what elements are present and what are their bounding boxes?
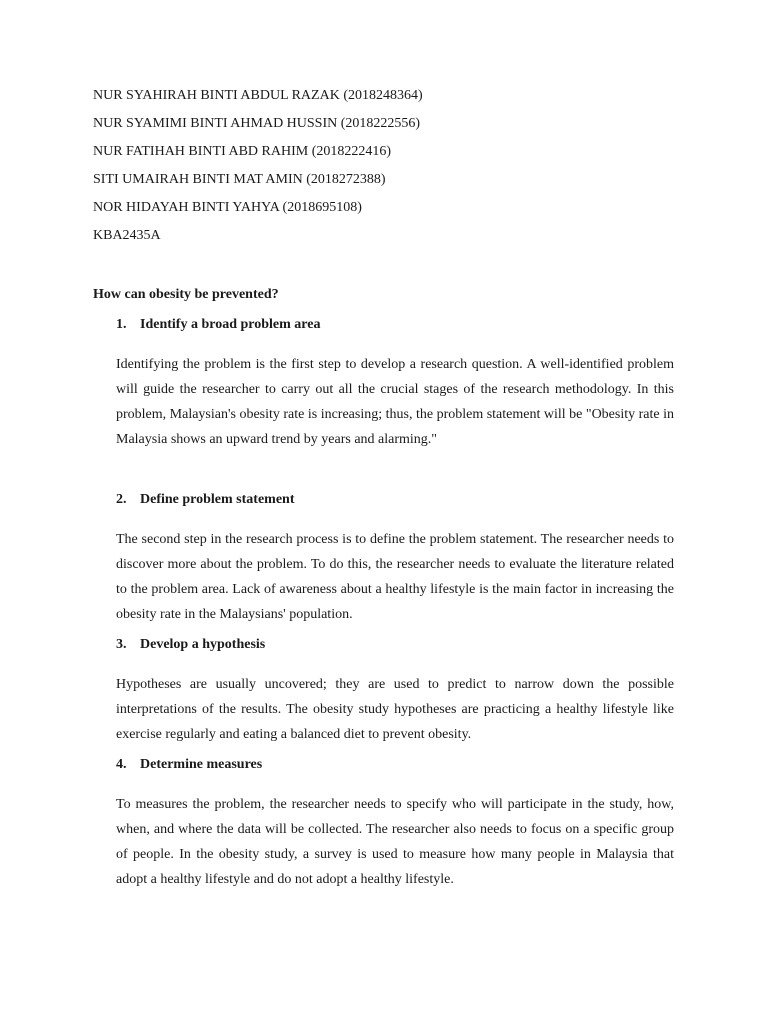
section-paragraph: Hypotheses are usually uncovered; they are used to predict to narrow down the possible interpretations of the results. The obesity study hypotheses are practicing a healthy lifestyle like exercise regularly and eating a balanced diet to prevent obesity. [116, 677, 674, 742]
section-title: Develop a hypothesis [140, 637, 266, 652]
author-list [93, 86, 693, 254]
section-heading [116, 490, 674, 510]
section-number: 3. [116, 637, 127, 652]
author-name: NUR FATIHAH BINTI ABD RAHIM (2018222416) [93, 144, 392, 159]
section-title: Determine measures [140, 757, 263, 772]
section-title: Identify a broad problem area [140, 317, 321, 332]
author-name: SITI UMAIRAH BINTI MAT AMIN (2018272388) [93, 172, 386, 187]
section-heading [116, 635, 674, 655]
section-number: 1. [116, 317, 127, 332]
section-paragraph: Identifying the problem is the first step to develop a research question. A well-identified problem will guide the researcher to carry out all the crucial stages of the research methodology. In this problem, Malaysian's obesity rate is increasing; thus, the problem statement will be "Obesity rate in Malaysia shows an upward trend by years and alarming." [116, 357, 674, 447]
section-heading [116, 315, 674, 335]
section-paragraph: To measures the problem, the researcher needs to specify who will participate in the study, how, when, and where the data will be collected. The researcher also needs to focus on a specific group of people. In the obesity study, a survey is used to measure how many people in Malaysia that adopt a healthy lifestyle and do not adopt a healthy lifestyle. [116, 797, 674, 887]
section-paragraph: The second step in the research process is to define the problem statement. The researcher needs to discover more about the problem. To do this, the researcher needs to evaluate the literature related to the problem area. Lack of awareness about a healthy lifestyle is the main factor in increasing the obesity rate in the Malaysians' population. [116, 532, 674, 622]
section-4 [116, 755, 674, 892]
author-name: NOR HIDAYAH BINTI YAHYA (2018695108) [93, 200, 362, 215]
section-1 [116, 315, 674, 452]
author-name: NUR SYAMIMI BINTI AHMAD HUSSIN (2018222556) [93, 116, 421, 131]
class-code: KBA2435A [93, 228, 161, 243]
main-question: How can obesity be prevented? [93, 287, 279, 302]
section-2 [116, 490, 674, 627]
section-number: 2. [116, 492, 127, 507]
section-3 [116, 635, 674, 747]
section-number: 4. [116, 757, 127, 772]
section-title: Define problem statement [140, 492, 295, 507]
author-name: NUR SYAHIRAH BINTI ABDUL RAZAK (2018248364) [93, 88, 423, 103]
section-heading [116, 755, 674, 775]
